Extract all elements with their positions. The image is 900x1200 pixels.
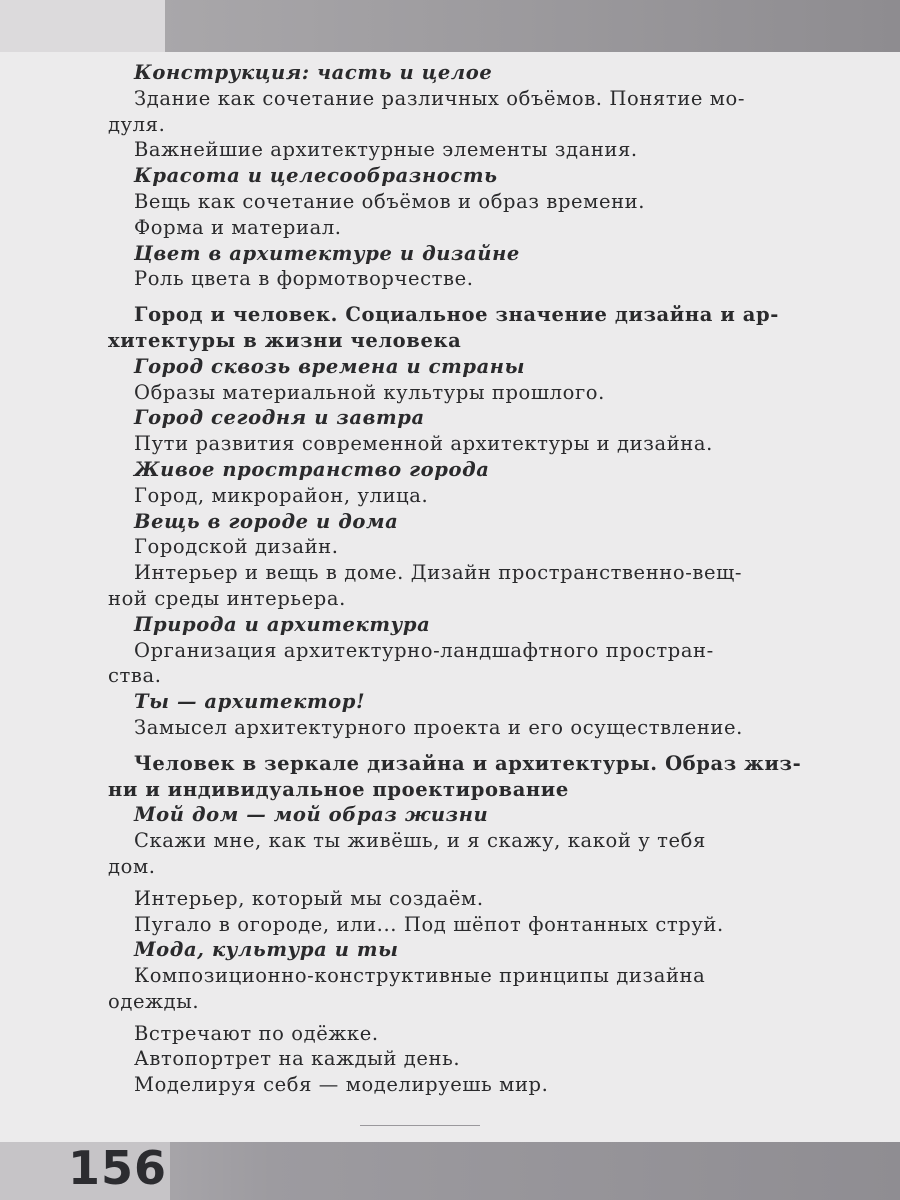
paragraph: Роль цвета в формотворчестве.: [134, 267, 474, 291]
paragraph: Здание как сочетание различных объёмов. Понятие мо- дуля.: [108, 86, 746, 136]
topic-heading: Вещь в городе и дома: [134, 509, 399, 533]
topic-heading: Город сегодня и завтра: [134, 406, 425, 430]
paragraph: Интерьер и вещь в доме. Дизайн пространственно-вещ- ной среды интерьера.: [108, 561, 743, 610]
topic-heading: Природа и архитектура: [134, 612, 431, 636]
paragraph: Встречают по одёжке.: [134, 1021, 379, 1045]
paragraph: Автопортрет на каждый день.: [134, 1047, 461, 1071]
paragraph: Городской дизайн.: [134, 535, 339, 559]
topic-heading: Цвет в архитектуре и дизайне: [134, 241, 520, 265]
section-heading: Человек в зеркале дизайна и архитектуры. Образ жиз- ни и индивидуальное проектирование: [108, 751, 802, 801]
section-heading: Город и человек. Социальное значение дизайна и ар- хитектуры в жизни человека: [108, 303, 779, 352]
paragraph: Форма и материал.: [134, 215, 342, 239]
paragraph: Важнейшие архитектурные элементы здания.: [134, 138, 638, 162]
curriculum-text: [108, 60, 883, 1098]
topic-heading: Мой дом — мой образ жизни: [134, 803, 489, 827]
paragraph: Моделируя себя — моделируешь мир.: [134, 1073, 549, 1097]
paragraph: Город, микрорайон, улица.: [134, 483, 429, 507]
topic-heading: Мода, культура и ты: [134, 938, 399, 962]
paragraph: Вещь как сочетание объёмов и образ времени.: [134, 189, 646, 213]
paragraph: Замысел архитектурного проекта и его осуществление.: [134, 715, 743, 739]
paragraph: Организация архитектурно-ландшафтного простран- ства.: [108, 638, 714, 688]
divider-rule: [360, 1125, 480, 1126]
top-header-band: [0, 0, 900, 52]
paragraph: Пути развития современной архитектуры и дизайна.: [134, 432, 713, 456]
paragraph: Пугало в огороде, или... Под шёпот фонтанных струй.: [134, 912, 724, 936]
paragraph: Образы материальной культуры прошлого.: [134, 380, 605, 404]
paragraph: Композиционно-конструктивные принципы дизайна одежды.: [108, 964, 706, 1013]
paragraph: Скажи мне, как ты живёшь, и я скажу, какой у тебя дом.: [108, 829, 706, 878]
topic-heading: Живое пространство города: [134, 457, 490, 481]
topic-heading: Город сквозь времена и страны: [134, 354, 526, 378]
topic-heading: Красота и целесообразность: [134, 164, 498, 188]
paragraph: Интерьер, который мы создаём.: [134, 886, 484, 910]
topic-heading: Конструкция: часть и целое: [134, 61, 493, 84]
topic-heading: Ты — архитектор!: [134, 690, 366, 714]
page-number: 156: [68, 1141, 168, 1195]
